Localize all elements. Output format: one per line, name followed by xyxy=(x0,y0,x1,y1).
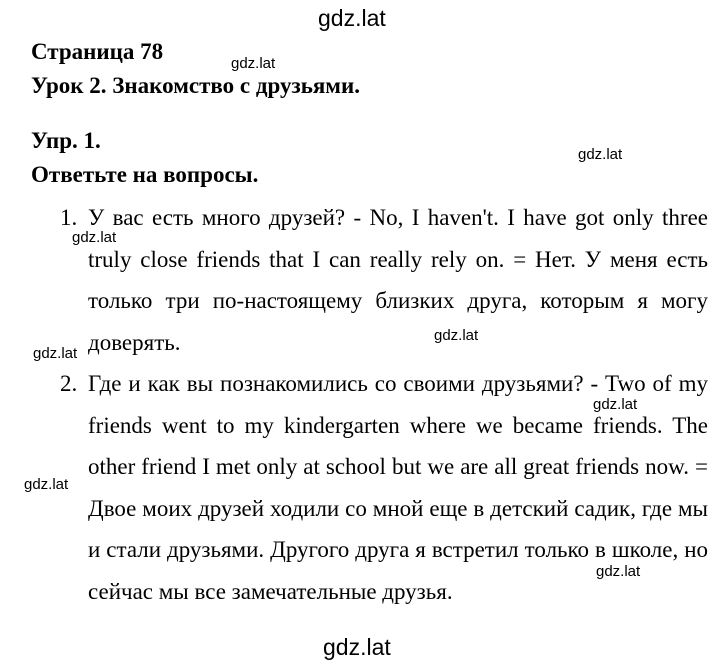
watermark-right-mid: gdz.lat xyxy=(593,396,638,413)
watermark-near-answer1: gdz.lat xyxy=(72,229,117,246)
exercise-label: Упр. 1. xyxy=(31,128,101,153)
watermark-left-mid: gdz.lat xyxy=(33,345,78,362)
answer-number: 1. xyxy=(60,205,78,230)
watermark-near-title: gdz.lat xyxy=(231,55,276,72)
lesson-title: Урок 2. Знакомство с друзьями. xyxy=(31,73,360,98)
answer-text: Где и как вы познакомились со своими друзьями? - Two of my friends went to my kindergarten where we became friends. The other friend I met only at school but we are all great friends now. = Двое моих друзей ходили со мной еще в детский садик, где мы и стали друзьями. Другого друга я встретил только в школе, но сейчас мы все замечательные друзья. xyxy=(88,371,708,604)
watermark-right-lower: gdz.lat xyxy=(596,563,641,580)
page-label: Страница 78 xyxy=(31,39,164,64)
watermark-left-lower: gdz.lat xyxy=(24,476,69,493)
answer-number: 2. xyxy=(60,371,78,396)
answer-item-1 xyxy=(60,197,708,363)
watermark-mid-center: gdz.lat xyxy=(434,327,479,344)
watermark-near-task: gdz.lat xyxy=(578,146,623,163)
watermark-top: gdz.lat xyxy=(318,5,386,31)
answer-text: У вас есть много друзей? - No, I haven't. I have got only three truly close friends that I can really rely on. = Нет. У меня есть только три по-настоящему близких друга, которым я могу доверять. xyxy=(88,205,708,355)
watermark-bottom: gdz.lat xyxy=(323,634,391,660)
task-text: Ответьте на вопросы. xyxy=(31,162,259,187)
